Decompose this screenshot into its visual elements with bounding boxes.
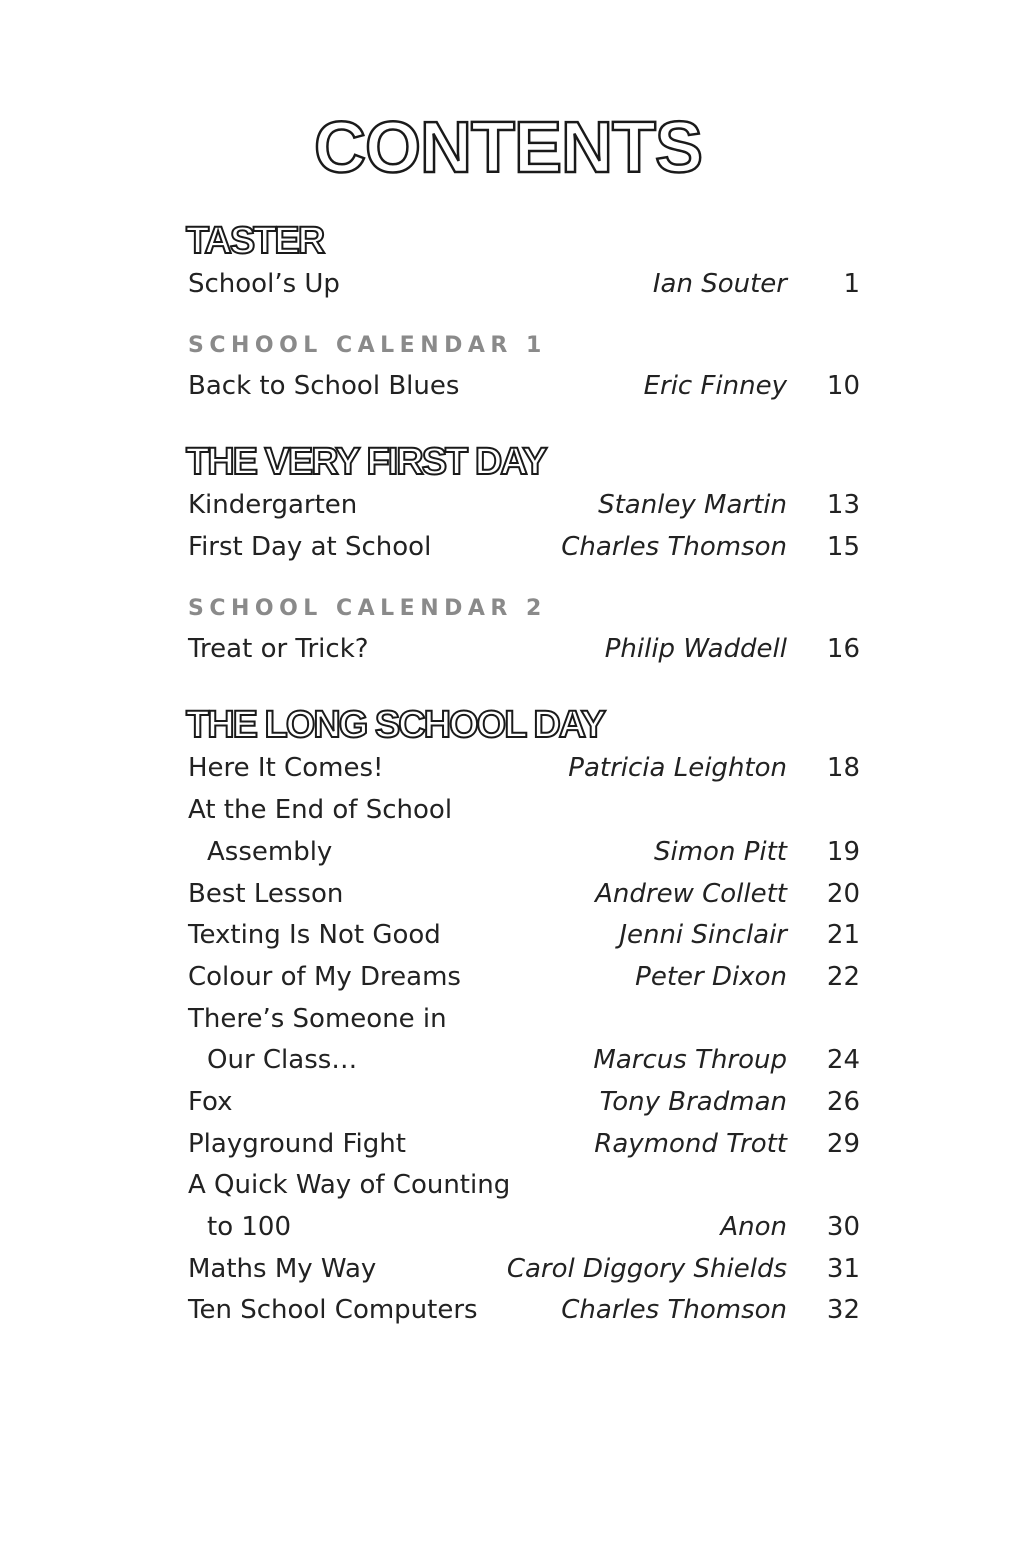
entry-page: 24 [826, 1045, 860, 1076]
entry-page: 32 [826, 1295, 860, 1326]
entry-author: Charles Thomson [561, 1295, 787, 1326]
toc-entry[interactable] [188, 1249, 860, 1291]
entry-author: Peter Dixon [635, 961, 787, 992]
entry-page: 10 [826, 370, 860, 401]
toc-entry[interactable] [188, 1082, 860, 1124]
section-heading-calendar-1: SCHOOL CALENDAR 1 [188, 332, 547, 358]
entry-title: Treat or Trick? [188, 633, 369, 664]
entry-title: Colour of My Dreams [188, 961, 461, 992]
toc-entry-continued[interactable] [188, 1207, 860, 1249]
entry-author: Jenni Sinclair [619, 920, 787, 951]
toc-list [188, 218, 860, 1332]
entry-title: Maths My Way [188, 1253, 377, 1284]
entry-author: Stanley Martin [598, 490, 787, 521]
entry-page: 16 [826, 633, 860, 664]
entry-title-continued: Our Class… [207, 1045, 358, 1076]
entry-author: Tony Bradman [599, 1086, 787, 1117]
section-heading-first-day: THE VERY FIRST DAY [186, 441, 546, 484]
entry-page: 22 [826, 961, 860, 992]
entry-title: There’s Someone in [188, 1003, 447, 1034]
toc-entry[interactable] [188, 790, 860, 832]
toc-entry[interactable] [188, 485, 860, 527]
entry-author: Patricia Leighton [568, 753, 787, 784]
entry-author: Andrew Collett [595, 878, 787, 909]
entry-author: Anon [720, 1212, 787, 1242]
entry-title-continued: to 100 [207, 1212, 291, 1242]
entry-title: Best Lesson [188, 878, 344, 909]
entry-title: At the End of School [188, 795, 453, 826]
entry-title: Ten School Computers [188, 1295, 478, 1326]
entry-title: School’s Up [188, 269, 340, 299]
entry-page: 30 [826, 1212, 860, 1242]
entry-author: Eric Finney [643, 370, 787, 401]
toc-entry[interactable] [188, 957, 860, 999]
entry-author: Charles Thomson [561, 532, 787, 563]
toc-entry-continued[interactable] [188, 832, 860, 874]
entry-author: Simon Pitt [654, 836, 787, 867]
section-heading-calendar-2: SCHOOL CALENDAR 2 [188, 595, 547, 621]
toc-entry[interactable] [188, 366, 860, 408]
toc-entry-continued[interactable] [188, 1040, 860, 1082]
entry-page: 18 [826, 753, 860, 784]
toc-entry[interactable] [188, 874, 860, 916]
entry-page: 26 [826, 1086, 860, 1117]
entry-title-continued: Assembly [207, 836, 333, 867]
toc-entry[interactable] [188, 629, 860, 671]
entry-title: Back to School Blues [188, 370, 460, 401]
toc-entry[interactable] [188, 527, 860, 569]
section-heading-long-day: THE LONG SCHOOL DAY [186, 704, 605, 747]
toc-entry[interactable] [188, 915, 860, 957]
entry-author: Carol Diggory Shields [506, 1253, 787, 1284]
entry-page: 13 [826, 490, 860, 521]
toc-entry[interactable] [188, 1290, 860, 1332]
toc-entry[interactable] [188, 1124, 860, 1166]
entry-page: 29 [826, 1128, 860, 1159]
entry-page: 31 [826, 1253, 860, 1284]
entry-page: 20 [826, 878, 860, 909]
entry-title: Here It Comes! [188, 753, 384, 784]
entry-author: Raymond Trott [594, 1128, 787, 1159]
entry-title: Fox [188, 1086, 233, 1117]
entry-title: First Day at School [188, 532, 432, 563]
entry-title: Playground Fight [188, 1128, 406, 1159]
entry-page: 1 [843, 269, 860, 299]
entry-page: 21 [826, 920, 860, 951]
entry-author: Marcus Throup [593, 1045, 787, 1076]
entry-title: Kindergarten [188, 490, 358, 521]
toc-entry[interactable] [188, 1165, 860, 1207]
page-title: CONTENTS [314, 108, 702, 188]
entry-title: A Quick Way of Counting [188, 1170, 511, 1201]
entry-title: Texting Is Not Good [188, 920, 441, 951]
toc-entry[interactable] [188, 748, 860, 790]
section-heading-taster: TASTER [186, 220, 324, 262]
toc-entry[interactable] [188, 264, 860, 306]
entry-page: 19 [826, 836, 860, 867]
toc-entry[interactable] [188, 999, 860, 1041]
entry-author: Ian Souter [652, 269, 787, 299]
entry-page: 15 [826, 532, 860, 563]
entry-author: Philip Waddell [604, 633, 787, 664]
